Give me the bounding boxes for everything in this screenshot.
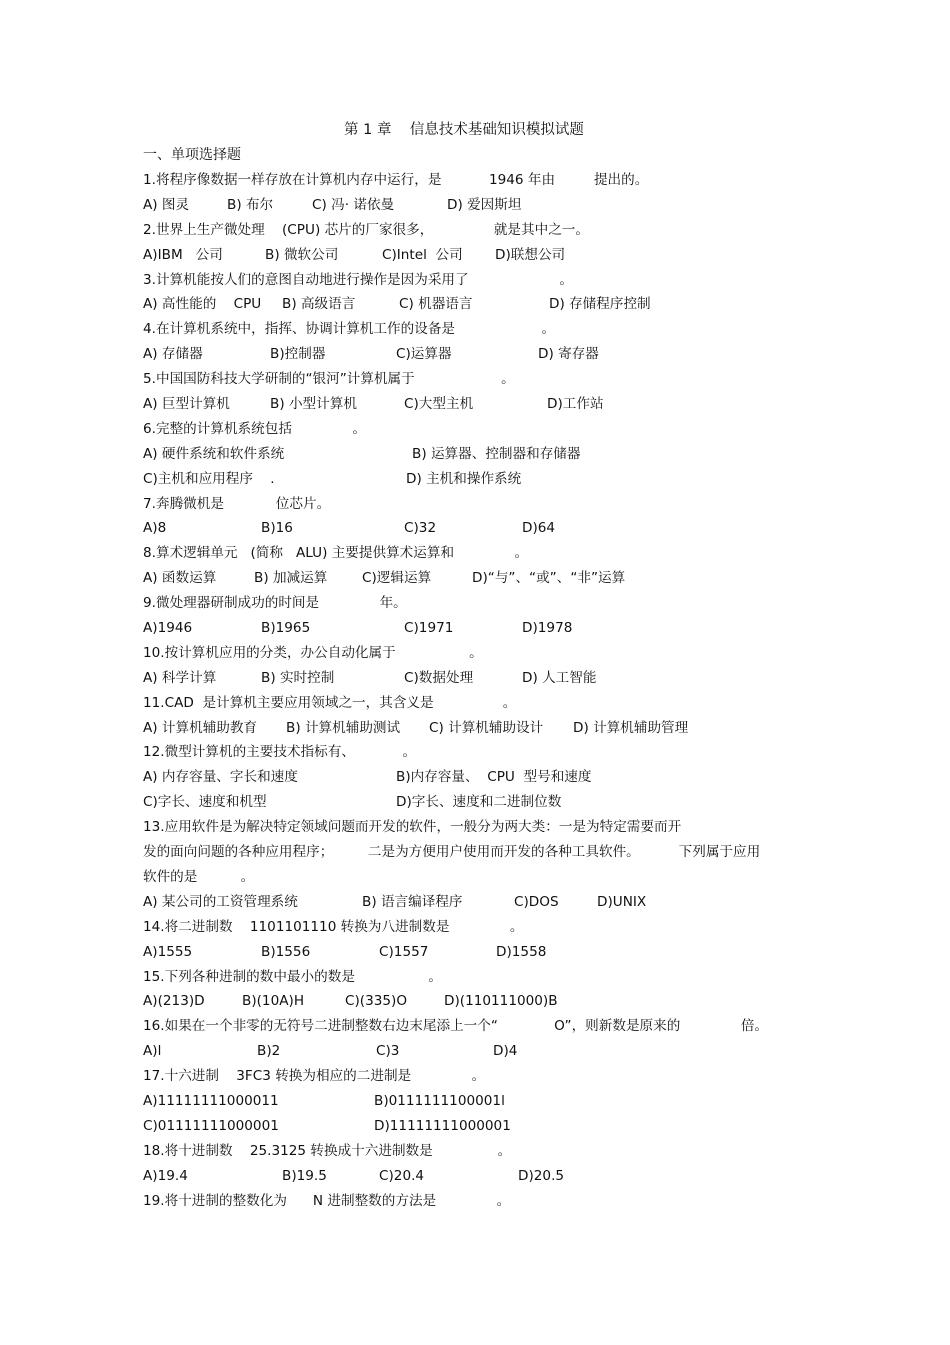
- answer-option: D)(110111000)B: [444, 993, 558, 1010]
- question-text: 6.完整的计算机系统包括 。: [143, 420, 366, 437]
- answer-options-line: [143, 1114, 813, 1139]
- answer-option: C)32: [404, 520, 437, 537]
- answer-option: A) 高性能的 CPU: [143, 296, 262, 313]
- answer-options-line: [143, 566, 813, 591]
- question-line: [143, 641, 813, 666]
- question-text: 软件的是 。: [143, 868, 255, 885]
- answer-option: B)1556: [261, 943, 311, 960]
- answer-option: D)工作站: [547, 396, 604, 413]
- question-line: [143, 1064, 813, 1089]
- answer-options-line: [143, 342, 813, 367]
- question-line: [143, 865, 813, 890]
- answer-option: D)“与”、“或”、“非”运算: [472, 570, 626, 587]
- question-line: [143, 168, 813, 193]
- answer-option: A) 图灵: [143, 196, 190, 213]
- answer-option: C)(335)O: [345, 993, 408, 1010]
- answer-options-line: [143, 765, 813, 790]
- question-line: [143, 492, 813, 517]
- answer-option: D)11111111000001: [374, 1117, 511, 1134]
- question-text: 11.CAD 是计算机主要应用领域之一，其含义是 。: [143, 694, 517, 711]
- answer-option: B) 运算器、控制器和存储器: [412, 445, 581, 462]
- question-line: [143, 691, 813, 716]
- answer-option: C)01111111000001: [143, 1117, 279, 1134]
- question-list: [143, 168, 813, 1213]
- answer-option: C)主机和应用程序 .: [143, 470, 275, 487]
- answer-option: C)Intel 公司: [382, 246, 463, 263]
- question-line: [143, 268, 813, 293]
- answer-option: A)1946: [143, 620, 193, 637]
- answer-option: A) 科学计算: [143, 669, 217, 686]
- answer-option: C) 冯· 诺依曼: [312, 196, 395, 213]
- answer-option: D)20.5: [518, 1167, 565, 1184]
- answer-option: A) 硬件系统和软件系统: [143, 445, 285, 462]
- answer-option: B)(10A)H: [242, 993, 305, 1010]
- answer-options-line: [143, 516, 813, 541]
- answer-options-line: [143, 666, 813, 691]
- answer-option: B) 语言编译程序: [362, 893, 463, 910]
- answer-option: D) 寄存器: [538, 346, 599, 363]
- answer-option: B)16: [261, 520, 293, 537]
- page-title: 第 1 章 信息技术基础知识模拟试题: [344, 122, 584, 138]
- answer-option: A)19.4: [143, 1167, 188, 1184]
- answer-option: B)控制器: [270, 346, 326, 363]
- answer-option: A)(213)D: [143, 993, 205, 1010]
- answer-option: C) 计算机辅助设计: [429, 719, 544, 736]
- answer-option: A)IBM 公司: [143, 246, 223, 263]
- question-line: [143, 591, 813, 616]
- answer-options-line: [143, 193, 813, 218]
- question-line: [143, 1139, 813, 1164]
- answer-option: A) 函数运算: [143, 570, 217, 587]
- question-text: 9.微处理器研制成功的时间是 年。: [143, 595, 407, 612]
- answer-option: C)大型主机: [404, 396, 474, 413]
- answer-option: B)1965: [261, 620, 311, 637]
- question-text: 10.按计算机应用的分类，办公自动化属于 。: [143, 644, 483, 661]
- answer-option: B)内存容量、 CPU 型号和速度: [396, 769, 592, 786]
- answer-option: B) 高级语言: [282, 296, 356, 313]
- answer-option: D) 主机和操作系统: [406, 470, 522, 487]
- question-line: [143, 541, 813, 566]
- answer-option: A)8: [143, 520, 167, 537]
- question-text: 7.奔腾微机是 位芯片。: [143, 495, 331, 512]
- answer-options-line: [143, 716, 813, 741]
- question-line: [143, 840, 813, 865]
- answer-option: D)联想公司: [495, 246, 566, 263]
- answer-options-line: [143, 243, 813, 268]
- answer-option: D) 人工智能: [522, 669, 597, 686]
- answer-options-line: [143, 616, 813, 641]
- question-line: [143, 367, 813, 392]
- answer-options-line: [143, 1164, 813, 1189]
- answer-option: B) 微软公司: [265, 246, 339, 263]
- question-text: 8.算术逻辑单元 (简称 ALU) 主要提供算术运算和 。: [143, 545, 529, 562]
- answer-option: C)DOS: [514, 893, 559, 910]
- answer-option: C)字长、速度和机型: [143, 794, 267, 811]
- answer-option: A) 巨型计算机: [143, 396, 230, 413]
- answer-options-line: [143, 1039, 813, 1064]
- answer-options-line: [143, 442, 813, 467]
- answer-option: D)1558: [496, 943, 547, 960]
- question-line: [143, 417, 813, 442]
- answer-options-line: [143, 890, 813, 915]
- question-text: 16.如果在一个非零的无符号二进制整数右边末尾添上一个“ O”，则新数是原来的 倍。: [143, 1018, 769, 1035]
- question-text: 12.微型计算机的主要技术指标有、 。: [143, 744, 417, 761]
- answer-option: D) 爱因斯坦: [447, 196, 522, 213]
- question-text: 18.将十进制数 25.3125 转换成十六进制数是 。: [143, 1142, 512, 1159]
- answer-option: D)UNIX: [597, 893, 647, 910]
- answer-option: A) 存储器: [143, 346, 203, 363]
- question-text: 19.将十进制的整数化为 N 进制整数的方法是 。: [143, 1192, 511, 1209]
- question-line: [143, 1189, 813, 1214]
- answer-option: D)字长、速度和二进制位数: [396, 794, 562, 811]
- question-text: 14.将二进制数 1101101110 转换为八进制数是 。: [143, 918, 524, 935]
- question-line: [143, 915, 813, 940]
- answer-option: A)l: [143, 1043, 162, 1060]
- question-text: 发的面向问题的各种应用程序； 二是为方便用户使用而开发的各种工具软件。 下列属于应用: [143, 844, 761, 861]
- answer-option: A) 计算机辅助教育: [143, 719, 258, 736]
- question-line: [143, 1014, 813, 1039]
- question-line: [143, 317, 813, 342]
- question-line: [143, 815, 813, 840]
- answer-option: D) 计算机辅助管理: [573, 719, 689, 736]
- question-line: [143, 965, 813, 990]
- answer-option: C) 机器语言: [399, 296, 473, 313]
- answer-option: D)64: [522, 520, 556, 537]
- section-heading: 一、单项选择题: [143, 147, 241, 163]
- question-text: 17.十六进制 3FC3 转换为相应的二进制是 。: [143, 1068, 486, 1085]
- answer-option: B) 实时控制: [261, 669, 335, 686]
- answer-options-line: [143, 790, 813, 815]
- answer-option: C)20.4: [379, 1167, 425, 1184]
- question-text: 1.将程序像数据一样存放在计算机内存中运行，是 1946 年由 提出的。: [143, 172, 649, 188]
- answer-option: B) 计算机辅助测试: [286, 719, 401, 736]
- answer-option: A)11111111000011: [143, 1092, 279, 1109]
- answer-option: B) 布尔: [227, 196, 274, 213]
- answer-options-line: [143, 1089, 813, 1114]
- answer-options-line: [143, 392, 813, 417]
- question-text: 3.计算机能按人们的意图自动地进行操作是因为采用了 。: [143, 271, 573, 288]
- answer-option: A)1555: [143, 943, 193, 960]
- question-text: 15.下列各种进制的数中最小的数是 。: [143, 968, 442, 985]
- answer-option: A) 内存容量、字长和速度: [143, 769, 298, 786]
- answer-option: D)1978: [522, 620, 573, 637]
- question-text: 13.应用软件是为解决特定领域问题而开发的软件，一般分为两大类：一是为特定需要而开: [143, 819, 682, 836]
- question-text: 5.中国国防科技大学研制的“银河”计算机属于 。: [143, 371, 515, 388]
- answer-option: B)0111111100001l: [374, 1092, 505, 1109]
- answer-option: D) 存储程序控制: [549, 296, 651, 313]
- question-text: 2.世界上生产微处理 (CPU) 芯片的厂家很多， 就是其中之一。: [143, 221, 589, 238]
- answer-option: C)逻辑运算: [362, 570, 432, 587]
- answer-option: C)1557: [379, 943, 429, 960]
- answer-option: C)3: [376, 1043, 400, 1060]
- question-text: 4.在计算机系统中，指挥、协调计算机工作的设备是 。: [143, 321, 556, 338]
- answer-option: B)2: [257, 1043, 281, 1060]
- answer-options-line: [143, 989, 813, 1014]
- question-line: [143, 740, 813, 765]
- answer-option: C)1971: [404, 620, 454, 637]
- answer-options-line: [143, 940, 813, 965]
- answer-option: B) 加减运算: [254, 570, 328, 587]
- answer-option: D)4: [493, 1043, 518, 1060]
- answer-option: A) 某公司的工资管理系统: [143, 893, 298, 910]
- answer-option: C)运算器: [396, 346, 452, 363]
- answer-option: B)19.5: [282, 1167, 327, 1184]
- answer-options-line: [143, 467, 813, 492]
- question-line: [143, 218, 813, 243]
- answer-option: B) 小型计算机: [270, 396, 357, 413]
- answer-options-line: [143, 292, 813, 317]
- answer-option: C)数据处理: [404, 669, 474, 686]
